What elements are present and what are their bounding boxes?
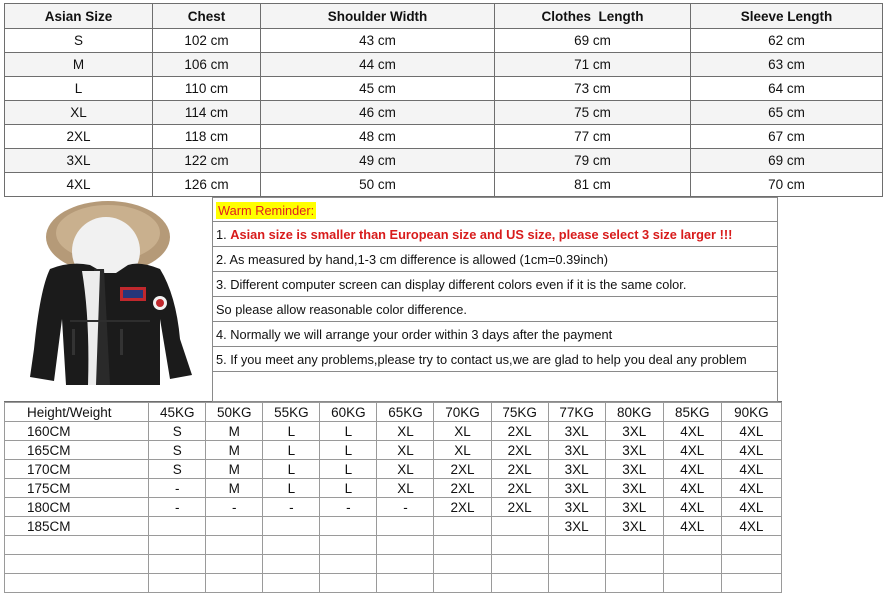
size-recommendation-cell: 3XL: [605, 517, 663, 536]
size-cell: 2XL: [5, 125, 153, 149]
size-recommendation-cell: 3XL: [605, 422, 663, 441]
size-recommendation-cell: 4XL: [663, 517, 721, 536]
note-1: [212, 222, 778, 247]
height-cell: 160CM: [5, 422, 149, 441]
height-weight-row: [5, 574, 782, 593]
size-recommendation-cell: XL: [434, 422, 491, 441]
size-cell: 110 cm: [153, 77, 261, 101]
size-recommendation-cell: -: [377, 498, 434, 517]
size-recommendation-cell: [605, 574, 663, 593]
size-recommendation-cell: XL: [377, 422, 434, 441]
height-cell: 185CM: [5, 517, 149, 536]
height-cell: [5, 574, 149, 593]
size-recommendation-cell: 4XL: [721, 479, 781, 498]
size-cell: 114 cm: [153, 101, 261, 125]
size-chart-body: [5, 29, 883, 197]
note-3: 3. Different computer screen can display different colors even if it is the same color.: [212, 272, 778, 297]
height-cell: 175CM: [5, 479, 149, 498]
height-weight-row: [5, 460, 782, 479]
size-recommendation-cell: [149, 517, 206, 536]
size-cell: 69 cm: [691, 149, 883, 173]
size-recommendation-cell: [434, 517, 491, 536]
size-recommendation-cell: [434, 536, 491, 555]
size-recommendation-cell: 4XL: [721, 517, 781, 536]
size-recommendation-cell: 4XL: [663, 460, 721, 479]
header-chest: Chest: [153, 4, 261, 29]
height-cell: [5, 555, 149, 574]
header-clothes-length: Clothes Length: [495, 4, 691, 29]
size-recommendation-cell: [377, 574, 434, 593]
size-recommendation-cell: 4XL: [663, 422, 721, 441]
size-row: [5, 149, 883, 173]
size-recommendation-cell: [149, 574, 206, 593]
header-weight: 60KG: [320, 403, 377, 422]
size-recommendation-cell: [548, 574, 605, 593]
size-row: [5, 173, 883, 197]
size-cell: L: [5, 77, 153, 101]
warm-reminder-title: Warm Reminder:: [218, 203, 315, 218]
size-recommendation-cell: S: [149, 441, 206, 460]
note-1-prefix: 1.: [216, 227, 231, 242]
size-recommendation-cell: 2XL: [491, 460, 548, 479]
size-cell: 81 cm: [495, 173, 691, 197]
size-recommendation-cell: L: [263, 479, 320, 498]
note-4: 4. Normally we will arrange your order within 3 days after the payment: [212, 322, 778, 347]
size-cell: 79 cm: [495, 149, 691, 173]
size-recommendation-cell: XL: [434, 441, 491, 460]
height-weight-header-row: [5, 403, 782, 422]
jacket-icon: [10, 199, 206, 395]
size-recommendation-cell: [206, 536, 263, 555]
size-cell: 77 cm: [495, 125, 691, 149]
note-3b: So please allow reasonable color difference.: [212, 297, 778, 322]
size-recommendation-cell: L: [263, 441, 320, 460]
size-cell: XL: [5, 101, 153, 125]
header-weight: 90KG: [721, 403, 781, 422]
size-recommendation-cell: [663, 574, 721, 593]
size-recommendation-cell: 2XL: [491, 479, 548, 498]
size-cell: 4XL: [5, 173, 153, 197]
size-recommendation-cell: [548, 536, 605, 555]
size-recommendation-cell: 2XL: [434, 479, 491, 498]
size-recommendation-cell: L: [320, 460, 377, 479]
size-cell: 122 cm: [153, 149, 261, 173]
size-recommendation-cell: [721, 574, 781, 593]
size-recommendation-cell: 3XL: [548, 498, 605, 517]
size-recommendation-cell: S: [149, 422, 206, 441]
size-recommendation-cell: M: [206, 460, 263, 479]
header-weight: 75KG: [491, 403, 548, 422]
header-height-weight: Height/Weight: [5, 403, 149, 422]
note-5: 5. If you meet any problems,please try to contact us,we are glad to help you deal any problem: [212, 347, 778, 372]
size-recommendation-cell: L: [320, 441, 377, 460]
size-cell: 43 cm: [261, 29, 495, 53]
size-recommendation-cell: 3XL: [605, 441, 663, 460]
height-weight-row: [5, 517, 782, 536]
size-recommendation-cell: 3XL: [605, 479, 663, 498]
size-recommendation-cell: 4XL: [663, 441, 721, 460]
size-recommendation-cell: [206, 517, 263, 536]
size-row: [5, 53, 883, 77]
size-cell: 71 cm: [495, 53, 691, 77]
size-row: [5, 77, 883, 101]
size-cell: 73 cm: [495, 77, 691, 101]
size-recommendation-cell: L: [320, 479, 377, 498]
size-recommendation-cell: [377, 517, 434, 536]
size-recommendation-cell: 2XL: [491, 422, 548, 441]
height-weight-row: [5, 479, 782, 498]
size-row: [5, 29, 883, 53]
size-recommendation-cell: 3XL: [605, 460, 663, 479]
height-cell: 180CM: [5, 498, 149, 517]
size-recommendation-cell: [263, 536, 320, 555]
header-weight: 80KG: [605, 403, 663, 422]
size-recommendation-cell: 4XL: [663, 498, 721, 517]
size-recommendation-cell: [263, 574, 320, 593]
header-weight: 45KG: [149, 403, 206, 422]
size-recommendation-cell: [605, 536, 663, 555]
note-1-text: Asian size is smaller than European size and US size, please select 3 size larger !!!: [230, 227, 733, 242]
size-recommendation-cell: -: [263, 498, 320, 517]
size-chart-table: [4, 3, 883, 197]
reminder-section: [4, 196, 782, 402]
height-cell: 170CM: [5, 460, 149, 479]
size-recommendation-cell: 3XL: [548, 460, 605, 479]
size-cell: 70 cm: [691, 173, 883, 197]
size-recommendation-cell: 2XL: [491, 498, 548, 517]
size-cell: 75 cm: [495, 101, 691, 125]
size-recommendation-cell: M: [206, 441, 263, 460]
size-recommendation-cell: 3XL: [605, 498, 663, 517]
size-recommendation-cell: 2XL: [434, 460, 491, 479]
size-recommendation-cell: 4XL: [721, 422, 781, 441]
size-recommendation-cell: [206, 555, 263, 574]
size-recommendation-cell: [206, 574, 263, 593]
size-cell: 118 cm: [153, 125, 261, 149]
size-recommendation-cell: [663, 536, 721, 555]
size-recommendation-cell: XL: [377, 441, 434, 460]
size-recommendation-cell: [491, 574, 548, 593]
size-cell: 46 cm: [261, 101, 495, 125]
size-row: [5, 101, 883, 125]
size-cell: 63 cm: [691, 53, 883, 77]
size-recommendation-cell: L: [263, 460, 320, 479]
size-recommendation-cell: 3XL: [548, 517, 605, 536]
size-recommendation-cell: [721, 536, 781, 555]
size-cell: 45 cm: [261, 77, 495, 101]
size-recommendation-cell: 4XL: [721, 441, 781, 460]
size-recommendation-cell: -: [149, 479, 206, 498]
size-recommendation-cell: [721, 555, 781, 574]
note-blank-row: [212, 372, 778, 402]
size-recommendation-cell: [491, 555, 548, 574]
height-weight-row: [5, 536, 782, 555]
header-weight: 77KG: [548, 403, 605, 422]
size-cell: 62 cm: [691, 29, 883, 53]
size-chart-header-row: [5, 4, 883, 29]
height-weight-table: [4, 402, 782, 593]
size-recommendation-cell: [434, 555, 491, 574]
reminder-title-row: [212, 197, 778, 222]
note-2: 2. As measured by hand,1-3 cm difference is allowed (1cm=0.39inch): [212, 247, 778, 272]
header-weight: 70KG: [434, 403, 491, 422]
size-recommendation-cell: [377, 555, 434, 574]
header-weight: 50KG: [206, 403, 263, 422]
size-cell: 64 cm: [691, 77, 883, 101]
size-recommendation-cell: [491, 536, 548, 555]
size-recommendation-cell: [320, 574, 377, 593]
height-weight-row: [5, 555, 782, 574]
size-row: [5, 125, 883, 149]
size-recommendation-cell: [491, 517, 548, 536]
size-recommendation-cell: 4XL: [721, 498, 781, 517]
size-recommendation-cell: [263, 517, 320, 536]
size-cell: 126 cm: [153, 173, 261, 197]
size-cell: 69 cm: [495, 29, 691, 53]
size-recommendation-cell: 2XL: [491, 441, 548, 460]
size-cell: 50 cm: [261, 173, 495, 197]
size-recommendation-cell: [320, 536, 377, 555]
size-recommendation-cell: [605, 555, 663, 574]
size-recommendation-cell: 3XL: [548, 422, 605, 441]
height-weight-row: [5, 422, 782, 441]
size-recommendation-cell: [377, 536, 434, 555]
size-recommendation-cell: M: [206, 422, 263, 441]
size-recommendation-cell: [149, 536, 206, 555]
reminder-notes: [212, 197, 778, 402]
header-shoulder-width: Shoulder Width: [261, 4, 495, 29]
size-recommendation-cell: [320, 517, 377, 536]
size-recommendation-cell: [663, 555, 721, 574]
height-weight-row: [5, 498, 782, 517]
size-cell: 102 cm: [153, 29, 261, 53]
size-recommendation-cell: M: [206, 479, 263, 498]
header-sleeve-length: Sleeve Length: [691, 4, 883, 29]
size-recommendation-cell: XL: [377, 479, 434, 498]
size-recommendation-cell: -: [206, 498, 263, 517]
size-recommendation-cell: 4XL: [721, 460, 781, 479]
size-recommendation-cell: [263, 555, 320, 574]
size-cell: 67 cm: [691, 125, 883, 149]
size-cell: 48 cm: [261, 125, 495, 149]
size-recommendation-cell: XL: [377, 460, 434, 479]
size-recommendation-cell: [548, 555, 605, 574]
header-asian-size: Asian Size: [5, 4, 153, 29]
height-cell: [5, 536, 149, 555]
height-cell: 165CM: [5, 441, 149, 460]
size-cell: 106 cm: [153, 53, 261, 77]
size-recommendation-cell: 4XL: [663, 479, 721, 498]
size-cell: 49 cm: [261, 149, 495, 173]
size-recommendation-cell: 3XL: [548, 479, 605, 498]
header-weight: 55KG: [263, 403, 320, 422]
size-recommendation-cell: 2XL: [434, 498, 491, 517]
height-weight-body: [5, 422, 782, 593]
size-recommendation-cell: [149, 555, 206, 574]
header-weight: 85KG: [663, 403, 721, 422]
size-cell: S: [5, 29, 153, 53]
size-recommendation-cell: -: [149, 498, 206, 517]
size-recommendation-cell: -: [320, 498, 377, 517]
size-cell: M: [5, 53, 153, 77]
height-weight-row: [5, 441, 782, 460]
size-recommendation-cell: L: [320, 422, 377, 441]
size-recommendation-cell: [434, 574, 491, 593]
size-recommendation-cell: L: [263, 422, 320, 441]
size-recommendation-cell: [320, 555, 377, 574]
header-weight: 65KG: [377, 403, 434, 422]
size-cell: 65 cm: [691, 101, 883, 125]
size-recommendation-cell: 3XL: [548, 441, 605, 460]
size-cell: 44 cm: [261, 53, 495, 77]
size-recommendation-cell: S: [149, 460, 206, 479]
jacket-image: [10, 199, 206, 395]
size-cell: 3XL: [5, 149, 153, 173]
